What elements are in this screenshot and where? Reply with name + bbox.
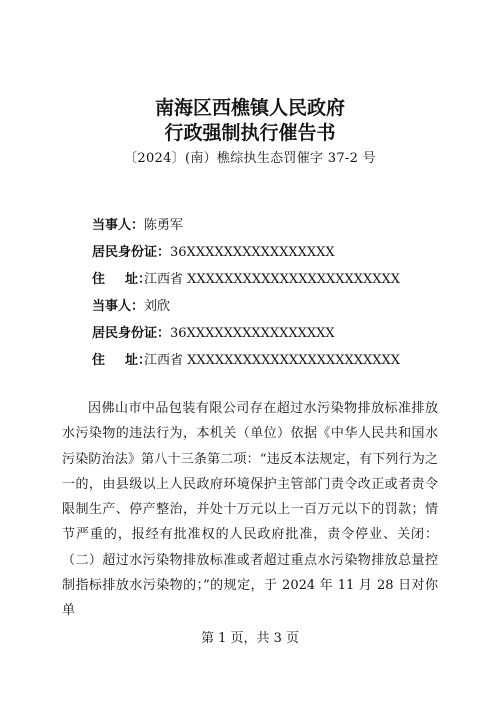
- party-label: 当事人：: [92, 299, 145, 314]
- address-label: 住 址：: [92, 272, 152, 287]
- party-1-address-row: [92, 268, 400, 287]
- party-1-id-row: [92, 241, 335, 260]
- party-2-id: 36XXXXXXXXXXXXXXXX: [170, 326, 335, 341]
- party-1-name: 陈勇军: [144, 218, 184, 233]
- id-label: 居民身份证：: [92, 245, 171, 260]
- body-paragraph: 因佛山市中品包装有限公司存在超过水污染物排放标准排放水污染物的违法行为，本机关（单位）依据《中华人民共和国水污染防治法》第八十三条第二项：“违反本法规定，有下列行为之一的，由县级以上人民政府环境保护主管部门责令改正或者责令限制生产、停产整治，并处十万元以上一百万元以下的罚款；情节严重的，报经有批准权的人民政府批准，责令停业、关闭：（二）超过水污染物排放标准或者超过重点水污染物排放总量控制指标排放水污染物的；”的规定，于 2024 年 11 月 28 日对你单: [62, 401, 438, 619]
- party-2-name: 刘欣: [144, 299, 171, 314]
- document-title-line2: 行政强制执行催告书: [164, 122, 336, 144]
- id-label: 居民身份证：: [92, 326, 171, 341]
- party-2-name-row: [92, 295, 170, 314]
- address-label: 住 址：: [92, 353, 152, 368]
- page-number-footer: 第 1 页，共 3 页: [200, 631, 300, 646]
- party-1-address: 江西省 XXXXXXXXXXXXXXXXXXXXXXX: [144, 272, 400, 287]
- party-1-id: 36XXXXXXXXXXXXXXXX: [170, 245, 335, 260]
- document-number: 〔2024〕(南）樵综执生态罚催字 37-2 号: [124, 151, 376, 166]
- party-1-name-row: [92, 214, 183, 233]
- party-2-address: 江西省 XXXXXXXXXXXXXXXXXXXXXXX: [144, 353, 400, 368]
- party-2-id-row: [92, 322, 335, 341]
- document-title-line1: 南海区西樵镇人民政府: [154, 97, 345, 119]
- party-label: 当事人：: [92, 218, 145, 233]
- party-2-address-row: [92, 349, 400, 368]
